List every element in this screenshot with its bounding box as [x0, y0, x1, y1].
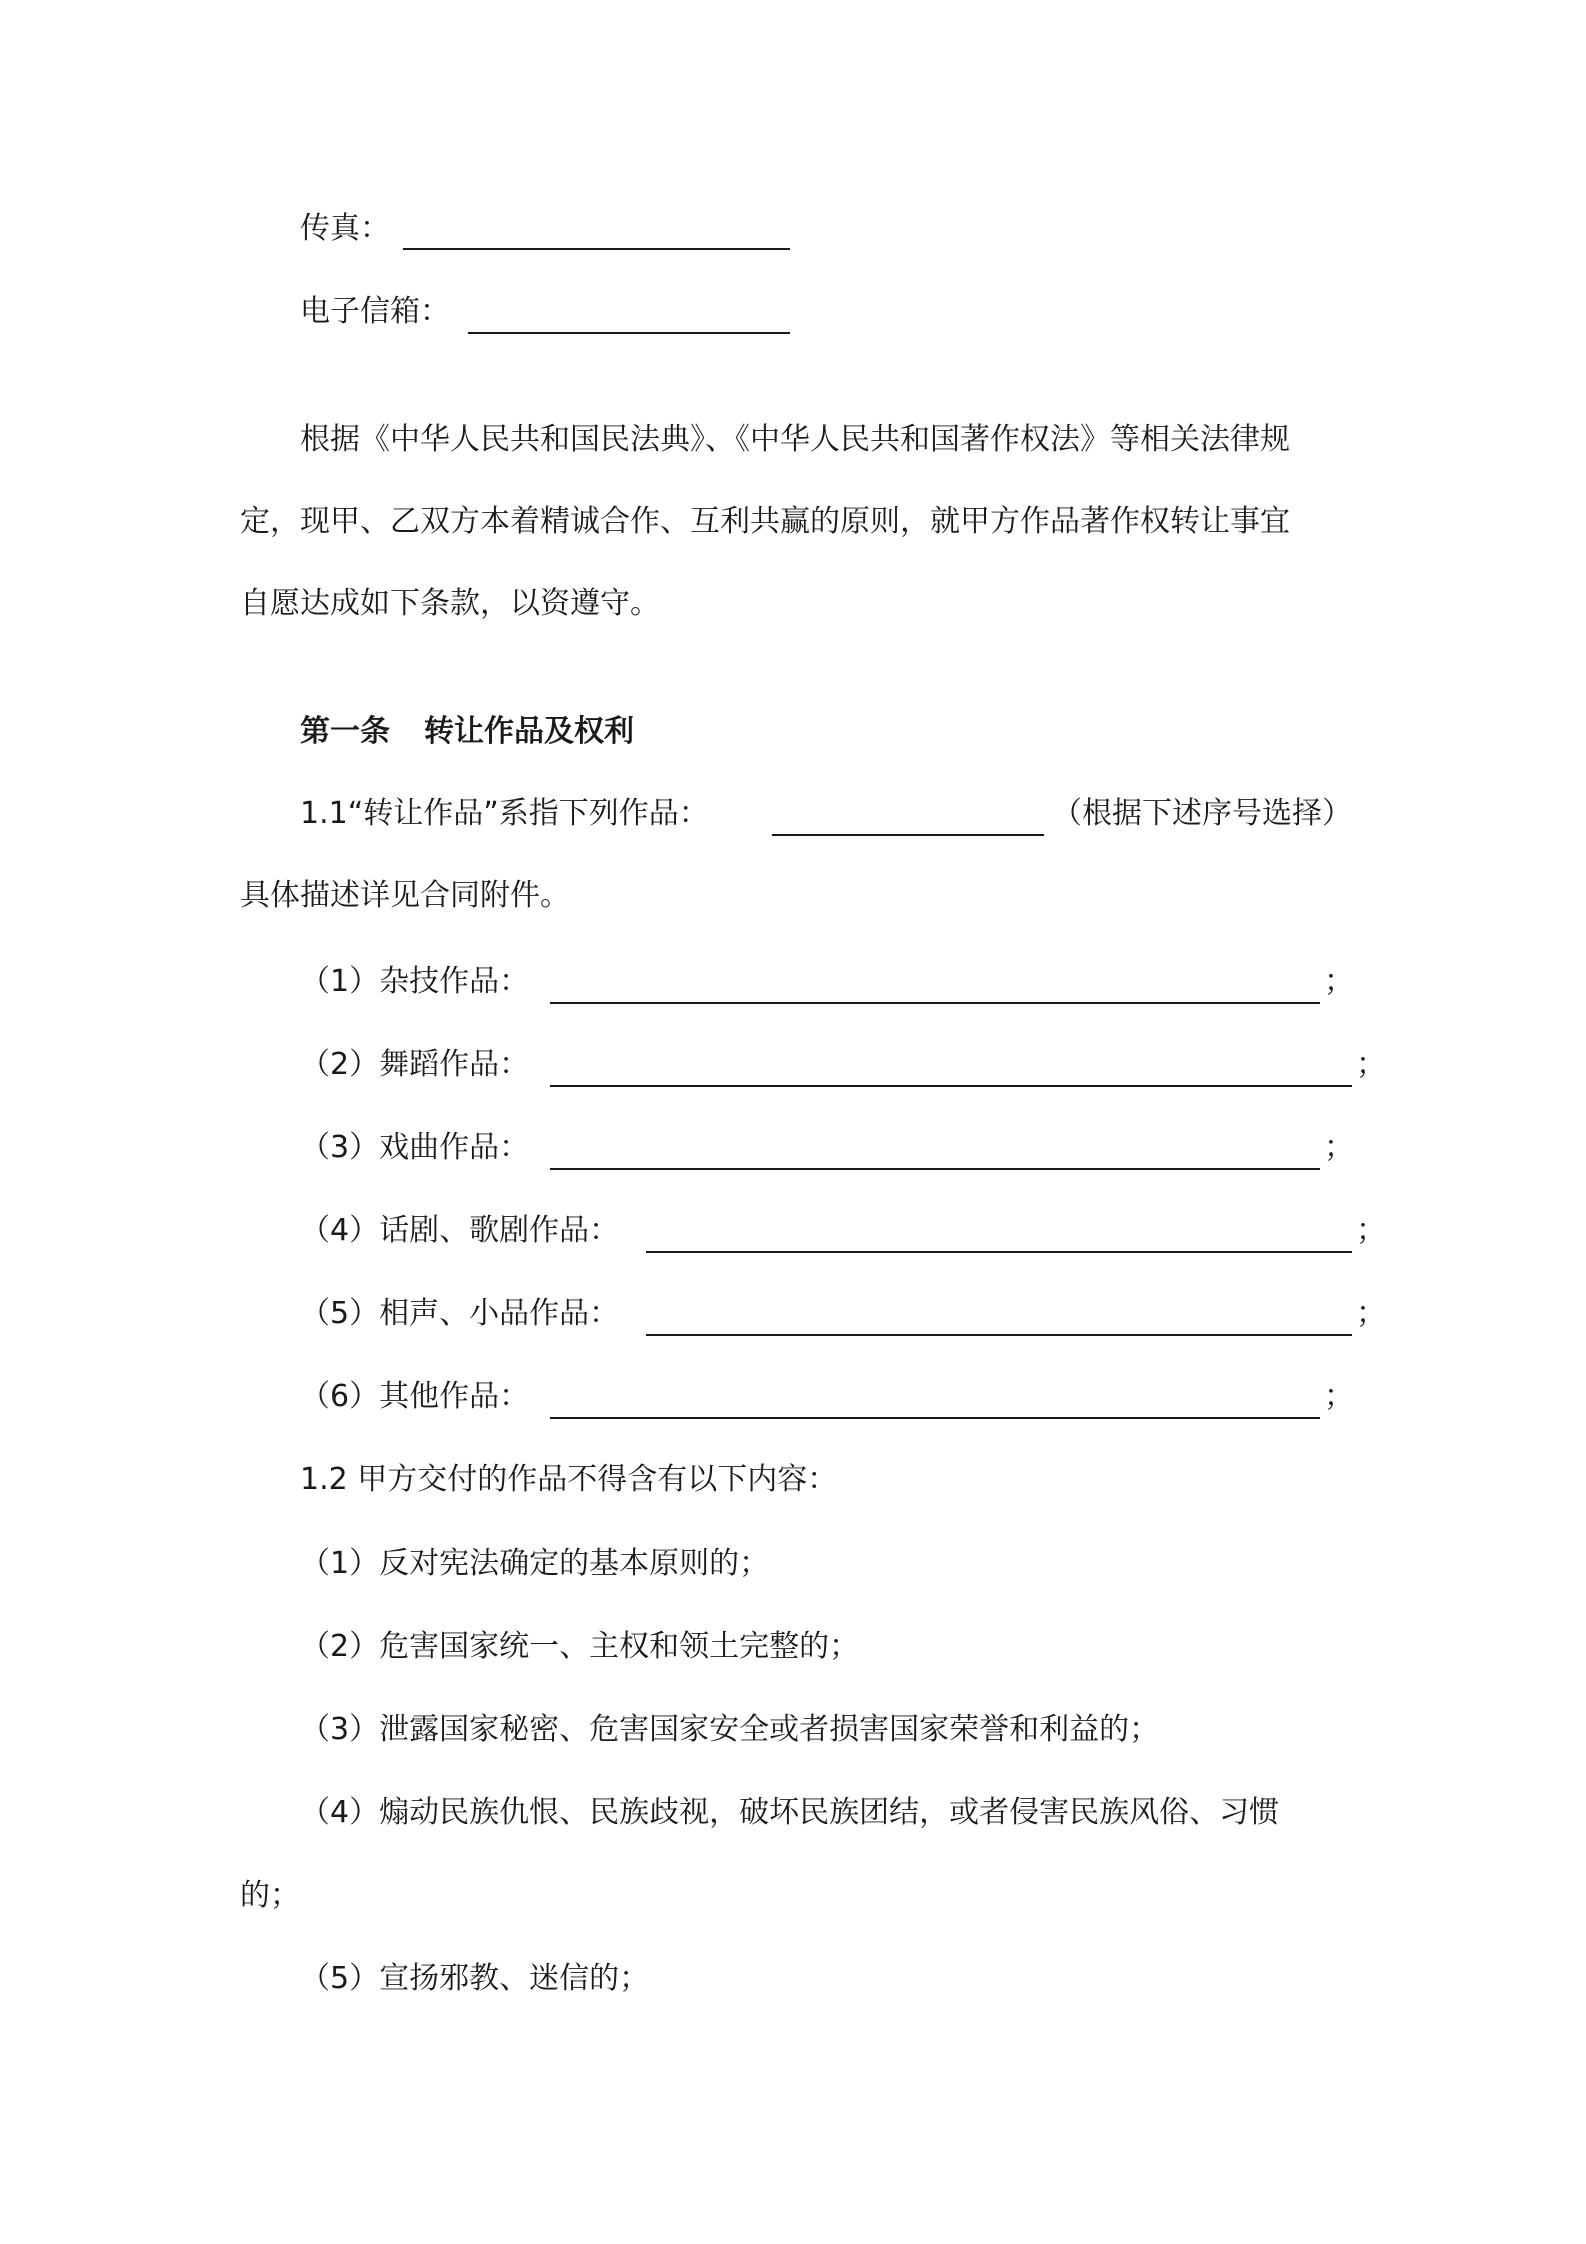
article-1-number: 第一条: [300, 714, 390, 749]
work-item-blank[interactable]: [646, 1334, 1352, 1336]
prohibited-item: （2）危害国家统一、主权和领土完整的；: [300, 1629, 860, 1664]
work-item-end: ；: [1324, 1379, 1354, 1414]
clause-1-1-continuation: 具体描述详见合同附件。: [240, 878, 570, 913]
work-item-blank[interactable]: [550, 1085, 1352, 1087]
work-item-end: ；: [1324, 1130, 1354, 1165]
prohibited-item: （4）煽动民族仇恨、民族歧视，破坏民族团结，或者侵害民族风俗、习惯: [300, 1795, 1280, 1830]
work-item-label: （2）舞蹈作品：: [300, 1047, 530, 1082]
clause-1-1-prefix: 1.1“转让作品”系指下列作品：: [300, 796, 709, 831]
email-label: 电子信箱：: [300, 294, 450, 329]
work-item-blank[interactable]: [550, 1417, 1320, 1419]
prohibited-item: （5）宣扬邪教、迷信的；: [300, 1961, 650, 1996]
work-item-end: ；: [1356, 1213, 1386, 1248]
article-1-title: 转让作品及权利: [424, 714, 634, 749]
work-item-end: ；: [1356, 1047, 1386, 1082]
email-blank[interactable]: [468, 332, 790, 334]
preamble-line-1: 根据《中华人民共和国民法典》、《中华人民共和国著作权法》等相关法律规: [300, 422, 1290, 457]
work-item-label: （5）相声、小品作品：: [300, 1296, 620, 1331]
clause-1-1-suffix: （根据下述序号选择）: [1052, 796, 1352, 831]
work-item-end: ；: [1356, 1296, 1386, 1331]
work-item-blank[interactable]: [550, 1168, 1320, 1170]
work-item-end: ；: [1324, 964, 1354, 999]
prohibited-item-continuation: 的；: [240, 1878, 300, 1913]
clause-1-1-blank[interactable]: [772, 834, 1044, 836]
clause-1-2: 1.2 甲方交付的作品不得含有以下内容：: [300, 1462, 838, 1497]
prohibited-item: （3）泄露国家秘密、危害国家安全或者损害国家荣誉和利益的；: [300, 1712, 1160, 1747]
work-item-label: （4）话剧、歌剧作品：: [300, 1213, 620, 1248]
work-item-label: （6）其他作品：: [300, 1379, 530, 1414]
work-item-label: （1）杂技作品：: [300, 964, 530, 999]
preamble-line-3: 自愿达成如下条款，以资遵守。: [240, 586, 660, 621]
work-item-blank[interactable]: [550, 1002, 1320, 1004]
work-item-blank[interactable]: [646, 1251, 1352, 1253]
fax-label: 传真：: [300, 211, 390, 246]
prohibited-item: （1）反对宪法确定的基本原则的；: [300, 1546, 770, 1581]
fax-blank[interactable]: [403, 248, 790, 250]
article-1-heading: [300, 706, 634, 758]
preamble-line-2: 定，现甲、乙双方本着精诚合作、互利共赢的原则，就甲方作品著作权转让事宜: [240, 504, 1290, 539]
work-item-label: （3）戏曲作品：: [300, 1130, 530, 1165]
